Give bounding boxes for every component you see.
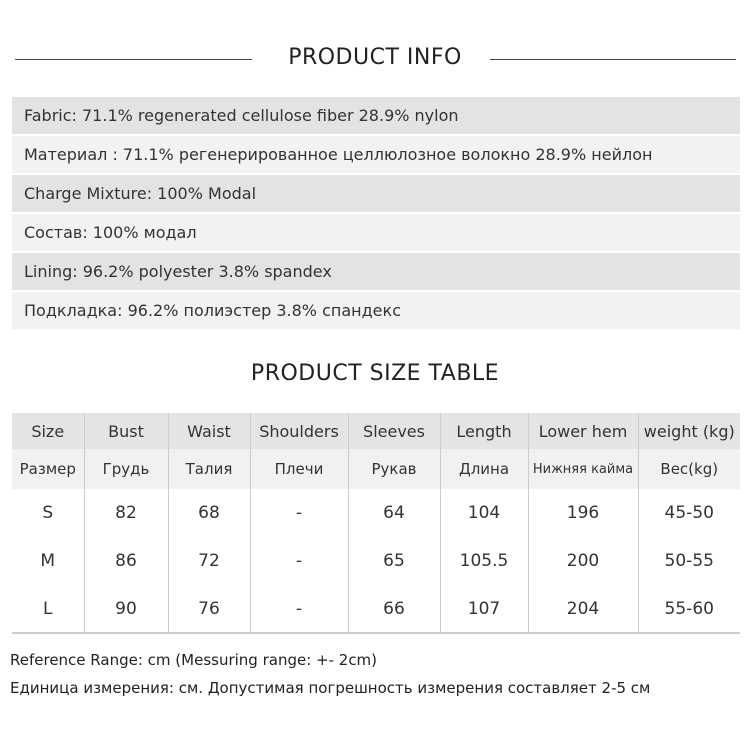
header-cell: Плечи: [250, 449, 348, 489]
table-cell: 50-55: [638, 537, 740, 585]
table-cell: S: [42, 503, 54, 523]
header-cell: Shoulders: [250, 413, 348, 449]
table-cell: -: [250, 489, 348, 537]
table-cell: 200: [528, 537, 638, 585]
table-cell: 204: [528, 585, 638, 633]
table-cell: -: [250, 585, 348, 633]
table-cell: M: [40, 551, 56, 571]
header-cell: Вес(kg): [638, 449, 740, 489]
size-table: [12, 413, 740, 634]
table-cell: 104: [440, 489, 528, 537]
table-cell: 68: [168, 489, 250, 537]
header-cell: Талия: [168, 449, 250, 489]
header-cell: weight (kg): [638, 413, 740, 449]
table-cell: L: [43, 598, 53, 619]
info-row-charge-ru: Состав: 100% модал: [12, 214, 740, 251]
table-cell: 107: [440, 585, 528, 633]
reference-range-note-ru: Единица измерения: см. Допустимая погрешность измерения составляет 2-5 см: [10, 679, 651, 697]
header-cell: Размер: [19, 460, 76, 478]
info-row-fabric: Fabric: 71.1% regenerated cellulose fiber 28.9% nylon: [12, 97, 740, 134]
header-cell: Lower hem: [528, 413, 638, 449]
info-row-lining: Lining: 96.2% polyester 3.8% spandex: [12, 253, 740, 290]
material-info-list: [12, 97, 740, 331]
header-row-en: [12, 413, 740, 449]
table-cell: 196: [528, 489, 638, 537]
table-cell: 76: [168, 585, 250, 633]
table-cell: -: [250, 537, 348, 585]
table-cell: 66: [348, 585, 440, 633]
table-cell: 65: [348, 537, 440, 585]
table-cell: 45-50: [638, 489, 740, 537]
header-cell: Waist: [168, 413, 250, 449]
table-cell: 55-60: [638, 585, 740, 633]
table-cell: 72: [168, 537, 250, 585]
header-cell: Sleeves: [348, 413, 440, 449]
table-row: [12, 537, 740, 585]
header-cell: Bust: [84, 413, 168, 449]
info-row-charge: Charge Mixture: 100% Modal: [12, 175, 740, 212]
header-row-ru: [12, 449, 740, 489]
table-cell: 105.5: [440, 537, 528, 585]
table-row: [12, 489, 740, 537]
title-divider-right: [490, 59, 736, 60]
table-cell: 64: [348, 489, 440, 537]
page-title: PRODUCT INFO: [288, 45, 462, 70]
size-table-title: PRODUCT SIZE TABLE: [250, 361, 500, 386]
header-cell: Length: [440, 413, 528, 449]
table-cell: 82: [84, 489, 168, 537]
reference-range-note: Reference Range: cm (Messuring range: +- 2cm): [10, 651, 378, 669]
table-cell: 90: [84, 585, 168, 633]
header-cell: Грудь: [84, 449, 168, 489]
header-cell: Рукав: [348, 449, 440, 489]
info-row-lining-ru: Подкладка: 96.2% полиэстер 3.8% спандекс: [12, 292, 740, 329]
table-row: [12, 585, 740, 633]
header-cell: Нижняя кайма: [528, 449, 638, 489]
info-row-fabric-ru: Материал : 71.1% регенерированное целлюлозное волокно 28.9% нейлон: [12, 136, 740, 173]
table-cell: 86: [84, 537, 168, 585]
header-cell: Size: [31, 421, 65, 441]
header-cell: Длина: [440, 449, 528, 489]
